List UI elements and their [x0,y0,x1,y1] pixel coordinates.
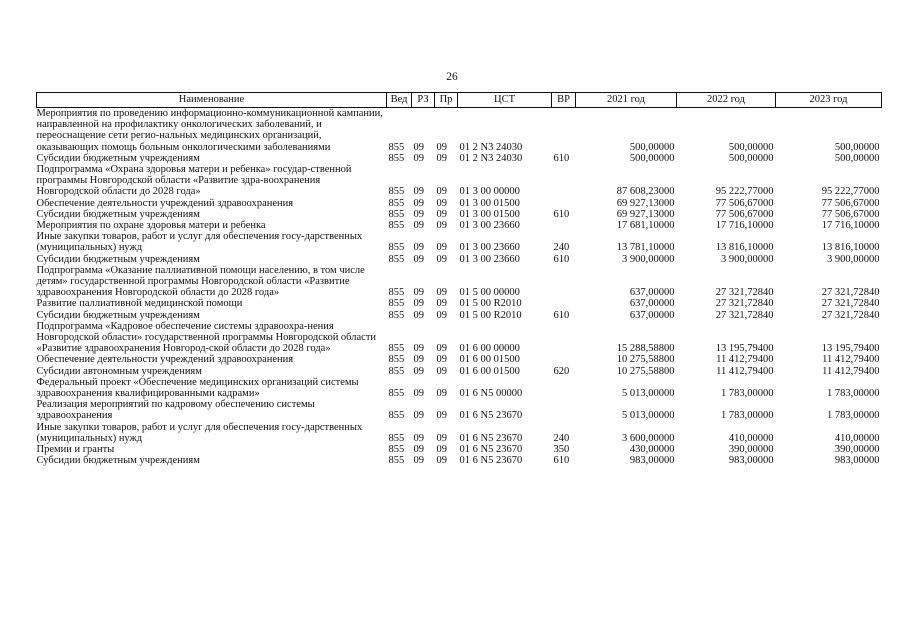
row-name: Подпрограмма «Кадровое обеспечение системы здравоохра-нения Новгородской области» государственной программы Новгородской области «Развитие здравоохранения Новгород-ской области до 2028 года» [36,320,377,355]
header-2021: 2021 год [576,93,677,108]
row-name: Подпрограмма «Охрана здоровья матери и ребенка» государ-ственной программы Новгородской области «Развитие здра-воохранения Новгородской области до 2028 года» [36,164,352,198]
table-row [37,321,882,355]
row-ved: 855 [388,220,405,232]
row-amount-2021: 87 608,23000 [616,186,675,198]
row-amount-2023: 17 716,10000 [821,220,880,232]
row-amount-2023: 11 412,79400 [822,354,880,366]
row-pr: 09 [436,242,447,254]
row-pr: 09 [436,354,447,366]
header-row [37,93,882,108]
row-cst: 01 2 N3 24030 [459,141,523,153]
row-amount-2023: 3 900,00000 [827,253,880,265]
row-vr [552,298,576,309]
row-ved: 855 [388,186,405,198]
table-body [37,108,882,467]
row-rz: 09 [413,388,424,400]
table-row [37,455,882,466]
row-vr [552,198,576,209]
row-amount-2022: 27 321,72840 [715,287,774,299]
row-vr: 610 [553,253,570,265]
row-vr [552,265,576,299]
row-cst: 01 3 00 23660 [459,242,520,254]
row-cst: 01 6 00 01500 [459,365,520,377]
row-name: Мероприятия по проведению информационно-коммуникационной кампании, направленной на профилактику онкологических заболеваний, и переоснащение сети регио-нальных медицинских организаций, оказывающих помощь больным онкологическими заболеваниями [36,108,383,153]
table-header [37,93,882,108]
table-row [37,108,882,153]
row-amount-2021: 637,00000 [629,298,675,310]
row-vr: 240 [553,432,570,444]
row-rz: 09 [413,197,424,209]
row-rz: 09 [413,220,424,232]
row-amount-2023: 11 412,79400 [822,365,880,377]
row-rz: 09 [413,141,424,153]
row-rz: 09 [413,287,424,299]
header-name: Наименование [37,93,387,108]
row-ved: 855 [388,388,405,400]
row-name: Мероприятия по охране здоровья матери и ребенка [36,220,266,232]
row-pr: 09 [436,444,447,456]
row-cst: 01 5 00 00000 [459,287,520,299]
row-ved: 855 [388,152,405,164]
row-cst: 01 5 00 R2010 [459,298,522,310]
row-ved: 855 [388,197,405,209]
row-amount-2023: 1 783,00000 [827,410,880,422]
row-ved: 855 [388,444,405,456]
row-vr: 610 [553,208,570,220]
header-ved: Вед [387,93,412,108]
row-amount-2021: 13 781,10000 [616,242,675,254]
row-amount-2022: 500,00000 [728,141,774,153]
row-amount-2021: 69 927,13000 [616,197,675,209]
row-name: Реализация мероприятий по кадровому обеспечению системы здравоохранения [36,399,315,422]
row-amount-2023: 500,00000 [834,152,880,164]
row-ved: 855 [388,432,405,444]
row-amount-2022: 500,00000 [728,152,774,164]
row-ved: 855 [388,253,405,265]
row-name: Федеральный проект «Обеспечение медицинских организаций системы здравоохранения квалифицированными кадрами» [36,376,359,400]
row-cst: 01 3 00 23660 [459,220,520,232]
row-vr: 350 [553,444,570,456]
row-rz: 09 [413,455,424,467]
table-row [37,153,882,164]
row-pr: 09 [436,152,447,164]
row-pr: 09 [436,253,447,265]
row-vr [552,220,576,231]
row-ved: 855 [388,410,405,422]
table-row [37,198,882,209]
row-amount-2022: 1 783,00000 [721,388,774,400]
row-amount-2022: 17 716,10000 [715,220,774,232]
row-amount-2023: 13 195,79400 [821,343,880,355]
row-rz: 09 [413,365,424,377]
row-amount-2021: 5 013,00000 [622,388,675,400]
header-2022: 2022 год [677,93,776,108]
row-amount-2023: 390,00000 [834,444,880,456]
row-name: Субсидии бюджетным учреждениям [36,208,200,220]
row-rz: 09 [413,343,424,355]
row-cst: 01 5 00 R2010 [459,309,522,321]
row-ved: 855 [388,354,405,366]
row-ved: 855 [388,208,405,220]
row-name: Субсидии бюджетным учреждениям [36,253,200,265]
table-row [37,310,882,321]
row-vr: 620 [553,365,570,377]
row-pr: 09 [436,208,447,220]
row-amount-2022: 95 222,77000 [715,186,774,198]
row-amount-2021: 5 013,00000 [622,410,675,422]
row-amount-2021: 500,00000 [629,152,675,164]
row-amount-2022: 410,00000 [728,432,774,444]
row-pr: 09 [436,298,447,310]
table-row [37,265,882,299]
row-amount-2023: 1 783,00000 [827,388,880,400]
row-amount-2021: 430,00000 [629,444,675,456]
row-cst: 01 3 00 23660 [459,253,520,265]
row-pr: 09 [436,309,447,321]
row-cst: 01 6 N5 00000 [459,388,523,400]
row-rz: 09 [413,309,424,321]
row-name: Иные закупки товаров, работ и услуг для обеспечения госу-дарственных (муниципальных) нужд [36,421,363,444]
page-number: 26 [446,71,458,83]
row-pr: 09 [436,197,447,209]
row-amount-2022: 11 412,79400 [716,365,774,377]
row-name: Субсидии бюджетным учреждениям [36,455,200,467]
row-amount-2022: 27 321,72840 [715,309,774,321]
row-amount-2023: 77 506,67000 [821,197,880,209]
row-pr: 09 [436,287,447,299]
row-ved: 855 [388,141,405,153]
row-ved: 855 [388,365,405,377]
row-vr [552,321,576,355]
row-cst: 01 2 N3 24030 [459,152,523,164]
row-amount-2023: 77 506,67000 [821,208,880,220]
row-amount-2022: 1 783,00000 [721,410,774,422]
row-amount-2022: 13 816,10000 [715,242,774,254]
row-ved: 855 [388,298,405,310]
row-vr: 610 [553,309,570,321]
row-pr: 09 [436,410,447,422]
row-ved: 855 [388,309,405,321]
row-name: Обеспечение деятельности учреждений здравоохранения [36,197,294,209]
row-pr: 09 [436,141,447,153]
table-row [37,444,882,455]
row-name: Субсидии автономным учреждениям [36,365,202,377]
row-amount-2021: 69 927,13000 [616,208,675,220]
row-amount-2023: 27 321,72840 [821,309,880,321]
row-vr: 610 [553,455,570,467]
row-pr: 09 [436,432,447,444]
row-vr [552,377,576,399]
header-cst: ЦСТ [458,93,552,108]
table-row [37,231,882,253]
row-amount-2022: 13 195,79400 [715,343,774,355]
row-rz: 09 [413,208,424,220]
row-amount-2021: 10 275,58800 [616,354,675,366]
row-rz: 09 [413,410,424,422]
row-amount-2022: 3 900,00000 [721,253,774,265]
row-amount-2021: 15 288,58800 [616,343,675,355]
header-pr: Пр [435,93,458,108]
row-amount-2023: 410,00000 [834,432,880,444]
row-rz: 09 [413,354,424,366]
row-amount-2023: 13 816,10000 [821,242,880,254]
row-amount-2023: 500,00000 [834,141,880,153]
row-amount-2021: 637,00000 [629,287,675,299]
row-rz: 09 [413,152,424,164]
row-amount-2021: 3 600,00000 [622,432,675,444]
row-amount-2023: 27 321,72840 [821,287,880,299]
row-name: Развитие паллиативной медицинской помощи [36,298,243,310]
row-rz: 09 [413,253,424,265]
row-name: Премии и гранты [36,444,115,456]
header-vr: ВР [552,93,576,108]
table-row [37,377,882,399]
row-ved: 855 [388,242,405,254]
row-pr: 09 [436,455,447,467]
row-amount-2023: 27 321,72840 [821,298,880,310]
row-vr [552,354,576,365]
row-rz: 09 [413,444,424,456]
row-ved: 855 [388,343,405,355]
row-cst: 01 6 N5 23670 [459,410,523,422]
row-cst: 01 3 00 00000 [459,186,520,198]
table-row [37,164,882,198]
table-row [37,422,882,444]
table-row [37,399,882,421]
row-rz: 09 [413,186,424,198]
row-name: Подпрограмма «Оказание паллиативной помощи населению, в том числе детям» государственной программы Новгородской области «Развитие здравоохранения Новгородской области до 2028 года» [36,264,365,299]
row-name: Иные закупки товаров, работ и услуг для обеспечения госу-дарственных (муниципальных) нужд [36,231,363,254]
row-rz: 09 [413,298,424,310]
row-pr: 09 [436,388,447,400]
row-name: Обеспечение деятельности учреждений здравоохранения [36,354,294,366]
row-amount-2021: 983,00000 [629,455,675,467]
row-pr: 09 [436,343,447,355]
row-cst: 01 6 N5 23670 [459,455,523,467]
header-2023: 2023 год [776,93,882,108]
row-amount-2023: 95 222,77000 [821,186,880,198]
row-vr: 240 [553,242,570,254]
row-cst: 01 6 N5 23670 [459,432,523,444]
row-amount-2023: 983,00000 [834,455,880,467]
row-cst: 01 3 00 01500 [459,208,520,220]
row-vr [552,164,576,198]
table-row [37,220,882,231]
row-amount-2022: 77 506,67000 [715,197,774,209]
row-amount-2021: 637,00000 [629,309,675,321]
row-vr [552,399,576,421]
table-row [37,254,882,265]
row-amount-2022: 77 506,67000 [715,208,774,220]
table-row [37,298,882,309]
row-vr [552,108,576,153]
row-cst: 01 6 00 00000 [459,343,520,355]
row-cst: 01 3 00 01500 [459,197,520,209]
row-amount-2021: 17 681,10000 [616,220,675,232]
row-amount-2022: 11 412,79400 [716,354,774,366]
row-name: Субсидии бюджетным учреждениям [36,152,200,164]
row-pr: 09 [436,365,447,377]
table-row [37,209,882,220]
row-vr: 610 [553,152,570,164]
row-ved: 855 [388,455,405,467]
row-pr: 09 [436,186,447,198]
row-cst: 01 6 N5 23670 [459,444,523,456]
row-cst: 01 6 00 01500 [459,354,520,366]
row-name: Субсидии бюджетным учреждениям [36,309,200,321]
row-amount-2022: 27 321,72840 [715,298,774,310]
table-row [37,354,882,365]
row-pr: 09 [436,220,447,232]
row-rz: 09 [413,432,424,444]
row-rz: 09 [413,242,424,254]
row-amount-2022: 983,00000 [728,455,774,467]
row-amount-2021: 10 275,58800 [616,365,675,377]
row-amount-2021: 500,00000 [629,141,675,153]
table-row [37,366,882,377]
budget-table [36,92,882,467]
header-rz: РЗ [412,93,435,108]
row-ved: 855 [388,287,405,299]
row-amount-2021: 3 900,00000 [622,253,675,265]
row-amount-2022: 390,00000 [728,444,774,456]
